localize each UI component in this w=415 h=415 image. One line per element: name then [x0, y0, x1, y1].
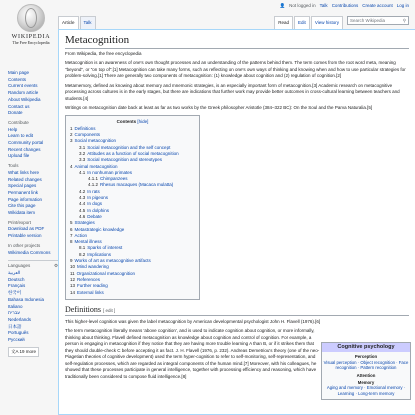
- definitions-paragraph-1: This higher-level cognition was given the label metacognition by American developmental psychologist John H. Flavell (1976).[6]: [65, 318, 321, 324]
- toc-label: Metastrategic knowledge: [74, 226, 125, 232]
- languages-heading: [8, 260, 58, 270]
- toc-label: Strategies: [74, 220, 95, 226]
- infobox-title: Cognitive psychology: [322, 343, 410, 352]
- toc-number: 8.2: [79, 251, 86, 257]
- section-heading-definitions: [65, 305, 409, 316]
- gear-icon[interactable]: ⚙: [53, 263, 58, 269]
- toc-number: 1: [70, 125, 73, 131]
- toc-label: In nonhuman primates: [87, 169, 133, 175]
- sidebar-section-heading: In other projects: [8, 242, 41, 248]
- toc-title: [70, 119, 195, 125]
- toc-number: 3: [70, 138, 73, 144]
- language-link[interactable]: Русский: [8, 337, 25, 343]
- toc-label: Sparks of interest: [87, 245, 123, 251]
- page-title: Metacognition: [65, 34, 409, 49]
- toc-number: 2: [70, 132, 73, 138]
- toc-label: Mental illness: [74, 239, 102, 245]
- tab-history[interactable]: View history: [311, 16, 343, 29]
- sidebar-link[interactable]: Download as PDF: [8, 226, 45, 232]
- sidebar-link[interactable]: Upload file: [8, 153, 30, 159]
- languages-label: Languages: [8, 263, 31, 269]
- infobox-section-heading: Memory: [357, 380, 375, 386]
- language-link[interactable]: 한국어: [8, 290, 22, 296]
- language-link[interactable]: Français: [8, 283, 26, 289]
- sidebar-nav-item[interactable]: Contact us: [8, 103, 30, 109]
- toc-label: Action: [74, 232, 88, 238]
- language-link[interactable]: العربية: [8, 269, 21, 275]
- infobox-links[interactable]: Visual perception · Object recognition · Face recognition · Pattern recognition: [323, 359, 409, 371]
- toc-number: 12: [70, 276, 76, 282]
- toc-number: 9: [70, 258, 73, 264]
- toc-number: 6: [70, 226, 73, 232]
- toc-number: 14: [70, 289, 76, 295]
- tab-edit[interactable]: Edit: [294, 16, 310, 29]
- contributions-link[interactable]: Contributions: [331, 3, 359, 8]
- sidebar-section-heading: Tools: [8, 163, 19, 169]
- logo-tagline: The Free Encyclopedia: [12, 40, 50, 45]
- sidebar-link[interactable]: Wikimedia Commons: [8, 249, 51, 255]
- toc-label: In dogs: [87, 201, 103, 207]
- toc-number: 4.1: [79, 169, 86, 175]
- site-sub: From Wikipedia, the free encyclopedia: [65, 51, 142, 56]
- toc-number: 11: [70, 270, 75, 276]
- tab-read[interactable]: Read: [274, 16, 293, 29]
- toc-number: 4.2: [79, 188, 86, 194]
- toc-label: Organizational metacognition: [76, 270, 135, 276]
- toc-number: 3.1: [79, 144, 86, 150]
- infobox: [321, 342, 411, 400]
- sidebar-nav-item[interactable]: Random article: [8, 90, 39, 96]
- sidebar-link[interactable]: Wikidata item: [8, 210, 36, 216]
- toc-number: 4: [70, 163, 73, 169]
- toc-label: References: [77, 276, 101, 282]
- definitions-heading: Definitions: [65, 304, 101, 314]
- toc-label: Social metacognition: [74, 138, 117, 144]
- sidebar-nav-item[interactable]: Donate: [8, 110, 23, 116]
- language-link[interactable]: Nederlands: [8, 316, 32, 322]
- toc-label: Implications: [87, 251, 112, 257]
- sidebar-link[interactable]: Special pages: [8, 183, 37, 189]
- language-link[interactable]: Português: [8, 330, 29, 336]
- sidebar-link[interactable]: Printable version: [8, 233, 42, 239]
- definitions-paragraph-2: The term metacognition literally means 'above cognition', and is used to indicate cognition about cognition, or more informally, thinking about thinking. Flavell defined metacognition as knowledge about cognition and control of cognition. For example, a person is engaging in metacognition if they notice that they are having more trouble learning A than B, or if it strikes them that they should double-check C before accepting it as fact. J. H. Flavell (1976, p. 232). Andreas Demetriou's theory (one of the neo-Piagetian theories of cognitive development) used the term hyper-cognition to refer to self-monitoring, self-representation, and self-regulation processes, which are regarded as integral components of the human mind.[7] Moreover, with his colleagues, he showed that these processes participate in general intelligence, together with processing efficiency and reasoning, which have traditionally been considered to compose fluid intelligence.[8]: [65, 328, 320, 379]
- toc-label: Social metacognition and the self concept: [87, 144, 171, 150]
- lead-paragraph-3: Writings on metacognition date back at least as far as two works by the Greek philosopher Aristotle (384–322 BC): On the Soul and the Parva Naturalia.[5]: [65, 105, 373, 110]
- toc-number: 10: [70, 264, 76, 270]
- toc-label: Social metacognition and stereotypes: [87, 157, 163, 163]
- language-link[interactable]: Italiano: [8, 303, 23, 309]
- toc-number: 3.2: [79, 150, 86, 156]
- sidebar-link[interactable]: What links here: [8, 169, 40, 175]
- toc-number: 4.1.2: [88, 182, 99, 188]
- toc-heading: Contents: [116, 118, 137, 124]
- infobox-section-heading: Perception: [354, 354, 378, 360]
- namespace-tabs: [58, 16, 97, 29]
- sidebar-nav-item[interactable]: Main page: [8, 70, 30, 75]
- toc-item[interactable]: [70, 290, 195, 296]
- top-navigation: [0, 0, 415, 30]
- toc-number: 4.4: [79, 201, 86, 207]
- infobox-links[interactable]: Aging and memory · Emotional memory · Learning · Long-term memory: [326, 385, 406, 396]
- infobox-section-heading: Attention: [356, 372, 376, 378]
- toc-number: 7: [70, 232, 73, 238]
- sidebar-link[interactable]: Page information: [8, 196, 43, 202]
- toc-label: Further reading: [77, 283, 108, 289]
- log-in-link[interactable]: Log in: [396, 3, 409, 8]
- toc-label: External links: [77, 289, 104, 295]
- search-input[interactable]: [347, 16, 409, 25]
- infobox-sections: [322, 354, 410, 396]
- lead-paragraph-1: Metacognition is an awareness of one's own thought processes and an understanding of the patterns behind them. The term comes from the root word meta, meaning "beyond", or "on top of".[1] Metacognition can take many forms, such as reflecting on one's own ways of thinking and knowing when and how to use particular strategies for problem-solving.[1] There are generally two components of metacognition: (1) knowledge about cognition and (2) regulation of cognition.[2]: [65, 60, 406, 78]
- toc-number: 13: [70, 283, 76, 289]
- language-link[interactable]: 日本語: [8, 323, 22, 329]
- toc-label: Rhesus macaques (Macaca mulatta): [100, 182, 174, 188]
- toc-label: Attitudes as a function of social metacognition: [87, 150, 179, 156]
- toc-label: Definitions: [74, 125, 96, 131]
- search-icon[interactable]: ⚲: [402, 17, 406, 23]
- lead-paragraph-2: Metamemory, defined as knowing about memory and mnemonic strategies, is an especially important form of metacognition.[3] Academic research on metacognitive processing across cultures is in the early stages, but there are indications that further work may provide better outcomes in cross-cultural learning between teachers and students.[4]: [65, 82, 400, 101]
- toc-number: 8.1: [79, 245, 86, 251]
- toc-label: Mind wandering: [77, 264, 109, 270]
- sidebar-link[interactable]: Cite this page: [8, 203, 36, 209]
- tab-article[interactable]: Article: [58, 16, 79, 29]
- sidebar-link[interactable]: Learn to edit: [8, 133, 34, 139]
- toc-label: Animal metacognition: [74, 163, 118, 169]
- toc-number: 4.5: [79, 207, 86, 213]
- toc-number: 4.1.1: [88, 176, 99, 182]
- toc-label: Chimpanzees: [100, 176, 128, 182]
- sidebar-section-heading: Contribute: [8, 119, 29, 125]
- tab-talk[interactable]: Talk: [80, 16, 96, 29]
- sidebar-link[interactable]: Help: [8, 126, 18, 132]
- language-link[interactable]: Deutsch: [8, 276, 25, 282]
- sidebar-nav-item[interactable]: Current events: [8, 83, 38, 89]
- toc-label: In dolphins: [87, 207, 110, 213]
- toc-number: 5: [70, 220, 73, 226]
- user-icon: 👤: [279, 3, 286, 8]
- language-link[interactable]: Bahasa Indonesia: [8, 296, 45, 302]
- table-of-contents: [65, 115, 200, 300]
- toc-label: In pigeons: [87, 195, 109, 201]
- not-logged-in: Not logged in: [289, 3, 316, 8]
- more-languages-button[interactable]: 文A 19 more: [8, 347, 39, 357]
- sidebar-nav-item[interactable]: About Wikipedia: [8, 96, 41, 102]
- talk-link[interactable]: Talk: [319, 3, 328, 8]
- toc-number: 8: [70, 239, 73, 245]
- personal-tools: [280, 3, 409, 9]
- sidebar-link[interactable]: Related changes: [8, 176, 42, 182]
- sidebar: [8, 70, 58, 357]
- view-tabs: [273, 16, 343, 29]
- toc-number: 3.3: [79, 157, 86, 163]
- toc-list: [70, 126, 195, 296]
- toc-label: Debate: [87, 213, 102, 219]
- search-placeholder: Search Wikipedia: [350, 18, 386, 23]
- sidebar-nav-item[interactable]: Contents: [8, 76, 27, 82]
- toc-number: 4.6: [79, 213, 86, 219]
- toc-hide-link[interactable]: [hide]: [137, 118, 149, 124]
- toc-label: In rats: [87, 188, 100, 194]
- language-link[interactable]: עברית: [8, 310, 20, 316]
- toc-label: Components: [74, 132, 101, 138]
- logo-wordmark: WIKIPEDIA: [11, 34, 51, 40]
- edit-section-link[interactable]: [ edit ]: [103, 307, 116, 313]
- sidebar-link[interactable]: Community portal: [8, 140, 44, 146]
- sidebar-link[interactable]: Permanent link: [8, 189, 39, 195]
- sidebar-section-heading: Print/export: [8, 219, 32, 225]
- toc-number: 4.3: [79, 195, 86, 201]
- sidebar-link[interactable]: Recent changes: [8, 146, 41, 152]
- toc-label: Works of art as metacognitive artifacts: [74, 258, 151, 264]
- create-account-link[interactable]: Create account: [362, 3, 393, 8]
